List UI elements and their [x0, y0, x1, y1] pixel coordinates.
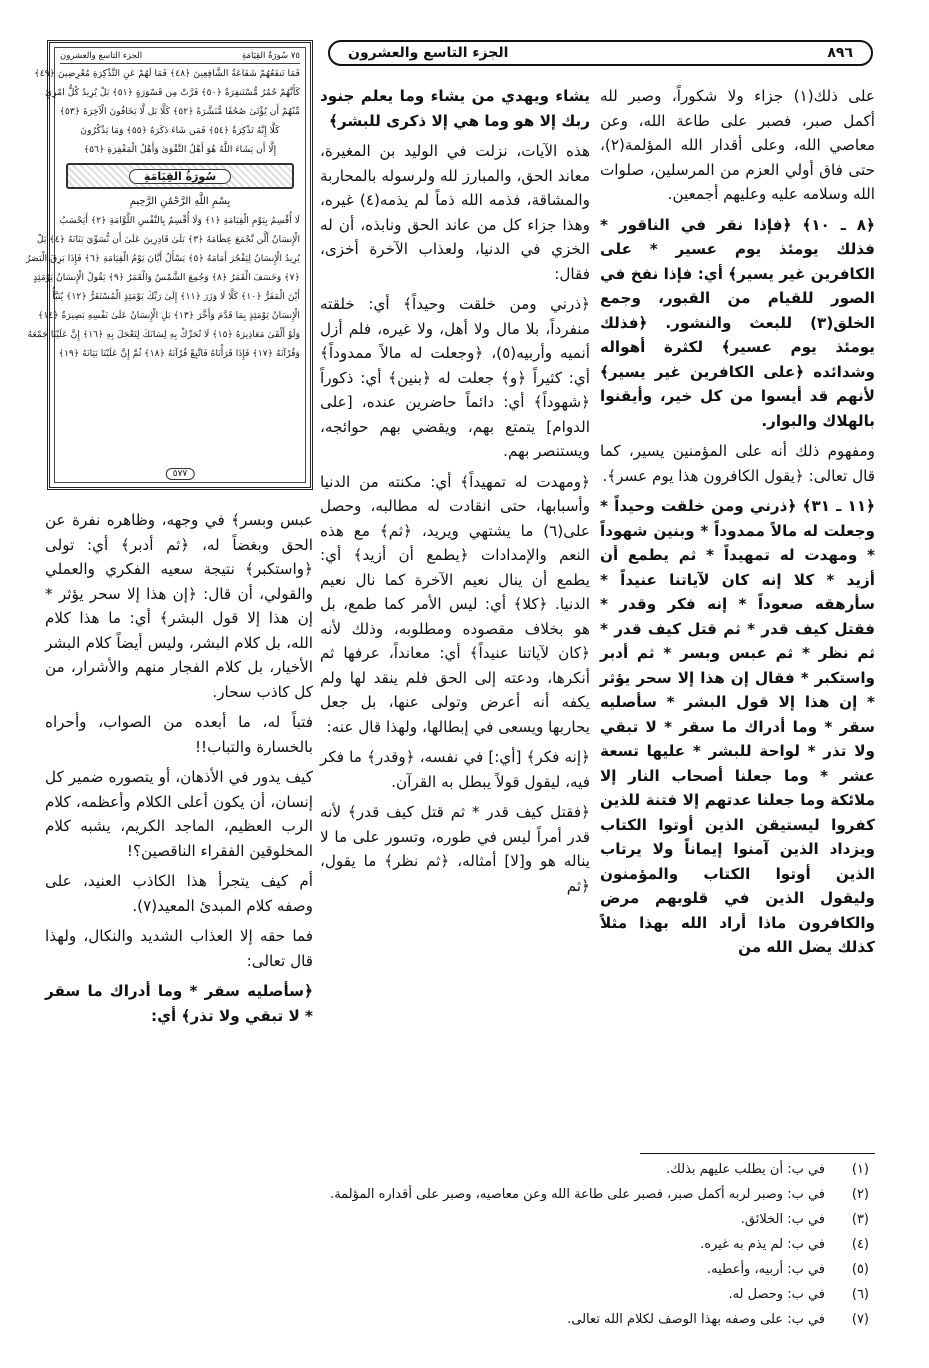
quran-line: كَأَنَّهُمْ حُمُرٌ مُّسْتَنفِرَةٌ ﴿٥٠﴾ فَرَّتْ مِن قَسْوَرَةٍ ﴿٥١﴾ بَلْ يُرِيدُ كُلُّ امْرِئٍ — [45, 87, 300, 98]
paragraph: يشاء ويهدي من يشاء وما يعلم جنود ربك إلا هو وما هي إلا ذكرى للبشر﴾ — [320, 87, 590, 130]
column-middle — [320, 84, 590, 1139]
paragraph: ﴿إنه فكر﴾ [أي:] في نفسه، ﴿وقدر﴾ ما فكر فيه، ليقول قولاً يبطل به القرآن. — [320, 748, 590, 791]
quran-line: فَمَا تَنفَعُهُمْ شَفَاعَةُ الشَّافِعِينَ ﴿٤٨﴾ فَمَا لَهُمْ عَنِ التَّذْكِرَةِ مُعْرِضِينَ ﴿٤٩﴾ — [34, 68, 300, 79]
footnote — [49, 1212, 869, 1227]
paragraph: هذه الآيات، نزلت في الوليد بن المغيرة، معاند الحق، والمبارز لله ولرسوله بالمحاربة والمشاقة، فذمه الله ذماً لم يذمه(٤) غيره، وهذا جزاء كل من عاند الحق ونابذه، أن له الخزي في الدنيا، ولعذاب الآخرة أخزى، فقال: — [320, 142, 590, 283]
footnote — [49, 1187, 869, 1202]
footnote-number: (٥) — [851, 1262, 869, 1277]
paragraph: ﴿فقتل كيف قدر * ثم قتل كيف قدر﴾ لأنه قدر أمراً ليس في طوره، وتسور على ما لا يناله هو و[لا] أمثاله، ﴿ثم نظر﴾ ما يقول، ﴿ثم — [320, 803, 590, 895]
quran-line: وَقُرْآنَهُ ﴿١٧﴾ فَإِذَا قَرَأْنَاهُ فَاتَّبِعْ قُرْآنَهُ ﴿١٨﴾ ثُمَّ إِنَّ عَلَيْنَا بَيَانَهُ ﴿١٩﴾ — [58, 348, 300, 359]
paragraph: ﴿سأصليه سقر * وما أدراك ما سقر * لا تبقي ولا تذر﴾ أي: — [45, 982, 313, 1025]
footnote — [49, 1162, 869, 1177]
paragraph: عبس وبسر﴾ في وجهه، وظاهره نفرة عن الحق وبغضاً له، ﴿ثم أدبر﴾ أي: تولى ﴿واستكبر﴾ نتيجة سعيه الفكري والعملي والقولي، أن قال: ﴿إن هذا إلا سحر يؤثر * إن هذا إلا قول البشر﴾ أي: ما هذا كلام الله، بل كلام البشر، وليس أيضاً كلام البشر الأخيار، بل كلام الفجار منهم والأشرار، من كل كاذب سحار. — [45, 511, 313, 701]
paragraph: ومفهوم ذلك أنه على المؤمنين يسير، كما قال تعالى: ﴿يقول الكافرون هذا يوم عسر﴾. — [600, 442, 875, 485]
footnote-text: في ب: أربيه، وأعطيه. — [707, 1262, 825, 1277]
footnote-text: في ب: على وصفه بهذا الوصف لكلام الله تعالى. — [567, 1312, 825, 1327]
footnote-number: (٧) — [851, 1312, 869, 1327]
footnote — [49, 1262, 869, 1277]
inset-header-left: الجزء التاسع والعشرون — [60, 51, 143, 61]
paragraph: فتباً له، ما أبعده من الصواب، وأحراه بالخسارة والتباب!! — [45, 713, 313, 756]
basmala: بِسْمِ اللَّهِ الرَّحْمَٰنِ الرَّحِيمِ — [129, 196, 231, 207]
footnote — [49, 1287, 869, 1302]
quran-line: إِلَّا أَن يَشَاءَ اللَّهُ هُوَ أَهْلُ التَّقْوَىٰ وَأَهْلُ الْمَغْفِرَةِ ﴿٥٦﴾ — [83, 144, 277, 155]
quran-line: يُرِيدُ الْإِنسَانُ لِيَفْجُرَ أَمَامَهُ ﴿٥﴾ يَسْأَلُ أَيَّانَ يَوْمُ الْقِيَامَةِ ﴿٦﴾ فَإِذَا بَرِقَ الْبَصَرُ — [26, 253, 300, 264]
paragraph: ﴿ذرني ومن خلقت وحيداً﴾ أي: خلقته منفرداً، بلا مال ولا أهل، ولا غيره، فلم أزل أنميه وأربيه(٥)، ﴿وجعلت له مالاً ممدوداً﴾ أي: كثيراً ﴿و﴾ جعلت له ﴿بنين﴾ أي: ذكوراً ﴿شهوداً﴾ أي: دائماً حاضرين عنده، [على الدوام] يتمتع بهم، ويقضي بهم حوائجه، ويستنصر بهم. — [320, 295, 591, 460]
footnote-number: (٣) — [851, 1212, 869, 1227]
quran-line: وَلَوْ أَلْقَىٰ مَعَاذِيرَهُ ﴿١٥﴾ لَا تُحَرِّكْ بِهِ لِسَانَكَ لِتَعْجَلَ بِهِ ﴿١٦﴾ إِنَّ عَلَيْنَا جَمْعَهُ — [27, 329, 300, 340]
quran-page-inset — [26, 40, 313, 490]
quran-line: لَا أُقْسِمُ بِيَوْمِ الْقِيَامَةِ ﴿١﴾ وَلَا أُقْسِمُ بِالنَّفْسِ اللَّوَّامَةِ ﴿٢﴾ أَيَحْسَبُ — [59, 215, 300, 226]
footnote-text: في ب: وحصل له. — [728, 1287, 825, 1302]
inset-page-number: ٥٧٧ — [166, 468, 195, 480]
footnote-divider — [640, 1153, 875, 1154]
footnote-number: (٦) — [851, 1287, 869, 1302]
paragraph: فما حقه إلا العذاب الشديد والنكال، ولهذا قال تعالى: — [45, 927, 313, 970]
column-left — [45, 508, 313, 1138]
paragraph: كيف يدور في الأذهان، أو يتصوره ضمير كل إنسان، أن يكون أعلى الكلام وأعظمه، كلام الرب العظيم، الماجد الكريم، يشبه كلام المخلوقين الفقراء الناقصين؟! — [45, 768, 313, 860]
surah-banner — [66, 163, 294, 189]
surah-title: سُورَةُ القِيَامَةِ — [129, 169, 231, 184]
paragraph: على ذلك(١) جزاء ولا شكوراً، وصبر لله أكمل صبر، فصبر على طاعة الله، وعن معاصي الله، وعلى أقدار الله المؤلمة(٢)، حتى فاق أولي العزم من المرسلين، صلوات الله وسلامه عليه وعليهم أجمعين. — [600, 87, 875, 203]
quran-line: الْإِنسَانُ يَوْمَئِذٍ بِمَا قَدَّمَ وَأَخَّرَ ﴿١٣﴾ بَلِ الْإِنسَانُ عَلَىٰ نَفْسِهِ بَصِيرَةٌ ﴿١٤﴾ — [38, 310, 300, 321]
footnote-number: (٢) — [851, 1187, 869, 1202]
paragraph: ﴿١١ ـ ٣١﴾ ﴿ذرني ومن خلقت وحيداً * وجعلت له مالاً ممدوداً * وبنين شهوداً * ومهدت له تمهيداً * ثم يطمع أن أزيد * كلا إنه كان لآياتنا عنيداً * سأرهقه صعوداً * إنه فكر وقدر * فقتل كيف قدر * ثم قتل كيف قدر * ثم نظر * ثم عبس وبسر * ثم أدبر واستكبر * فقال إن هذا إلا سحر يؤثر * إن هذا إلا قول البشر * سأصليه سقر * وما أدراك ما سقر * لا تبقي ولا تذر * لواحة للبشر * عليها تسعة عشر * وما جعلنا أصحاب النار إلا ملائكة وما جعلنا عدتهم إلا فتنة للذين كفروا ليستيقن الذين أوتوا الكتاب ويزداد الذين آمنوا إيماناً ولا يرتاب الذين أوتوا الكتاب والمؤمنون وليقول الذين في قلوبهم مرض والكافرون ماذا أراد الله بهذا مثلاً كذلك يضل الله من — [600, 497, 875, 956]
paragraph: ﴿٨ ـ ١٠﴾ ﴿فإذا نقر في الناقور * فذلك يومئذ يوم عسير * على الكافرين غير يسير﴾ أي: فإذا نفخ في الصور للقيام من القبور، وجمع الخلق(٣) للبعث والنشور. ﴿فذلك يومئذ يوم عسير﴾ لكثرة أهواله وشدائده ﴿على الكافرين غير يسير﴾ لأنهم قد أيسوا من كل خير، وأيقنوا بالهلاك والبوار. — [600, 215, 875, 430]
footnote-number: (١) — [851, 1162, 869, 1177]
paragraph: أم كيف يتجرأ هذا الكاذب العنيد، على وصفه كلام المبدئ المعيد(٧). — [45, 872, 313, 915]
quran-line: مِّنْهُمْ أَن يُؤْتَىٰ صُحُفًا مُّنَشَّرَةً ﴿٥٢﴾ كَلَّا بَل لَّا يَخَافُونَ الْآخِرَةَ ﴿٥٣﴾ — [59, 106, 300, 117]
inset-header-right: ٧٥ سُورَةُ القِيَامَةِ — [241, 51, 300, 61]
quran-line: الْإِنسَانُ أَلَّن نَّجْمَعَ عِظَامَهُ ﴿٣﴾ بَلَىٰ قَادِرِينَ عَلَىٰ أَن نُّسَوِّيَ بَنَانَهُ ﴿٤﴾ بَلْ — [36, 234, 300, 245]
footnote-text: في ب: أن يطلب عليهم بذلك. — [666, 1162, 825, 1177]
footnote-number: (٤) — [851, 1237, 869, 1252]
quran-line: ﴿٧﴾ وَخَسَفَ الْقَمَرُ ﴿٨﴾ وَجُمِعَ الشَّمْسُ وَالْقَمَرُ ﴿٩﴾ يَقُولُ الْإِنسَانُ يَوْمَئِذٍ — [33, 272, 300, 283]
paragraph: ﴿ومهدت له تمهيداً﴾ أي: مكنته من الدنيا وأسبابها، حتى انقادت له مطالبه، وحصل على(٦) ما يشتهي ويريد، ﴿ثم﴾ مع هذه النعم والإمدادات ﴿يطمع أن أزيد﴾ أي: يطمع أن ينال نعيم الآخرة كما نال نعيم الدنيا. ﴿كلا﴾ أي: ليس الأمر كما طمع، بل هو بخلاف مقصوده ومطلوبه، وذلك لأنه ﴿كان لآياتنا عنيداً﴾ أي: معانداً، عرفها ثم أنكرها، ودعته إلى الحق فلم ينقد لها ولم يكفه أنه أعرض وتولى عنها، بل جعل يحاربها ويسعى في إبطالها، ولهذا قال عنه: — [320, 472, 590, 736]
footnote — [49, 1312, 869, 1327]
page-number: ٨٩٦ — [827, 45, 853, 61]
footnote — [49, 1237, 869, 1252]
part-title: الجزء التاسع والعشرون — [348, 45, 509, 61]
quran-line: كَلَّا إِنَّهُ تَذْكِرَةٌ ﴿٥٤﴾ فَمَن شَاءَ ذَكَرَهُ ﴿٥٥﴾ وَمَا يَذْكُرُونَ — [80, 125, 280, 136]
footnote-text: في ب: وصبر لربه أكمل صبر، فصبر على طاعة الله وعن معاصيه، وصبر على أقداره المؤلمة. — [330, 1187, 825, 1202]
footnote-text: في ب: لم يذم به غيره. — [700, 1237, 825, 1252]
running-header — [328, 40, 873, 66]
column-right — [600, 84, 875, 1139]
quran-line: أَيْنَ الْمَفَرُّ ﴿١٠﴾ كَلَّا لَا وَزَرَ ﴿١١﴾ إِلَىٰ رَبِّكَ يَوْمَئِذٍ الْمُسْتَقَرُّ ﴿١٢﴾ يُنَبَّأُ — [52, 291, 300, 302]
footnote-text: في ب: الخلائق. — [740, 1212, 825, 1227]
inset-header — [60, 51, 300, 64]
